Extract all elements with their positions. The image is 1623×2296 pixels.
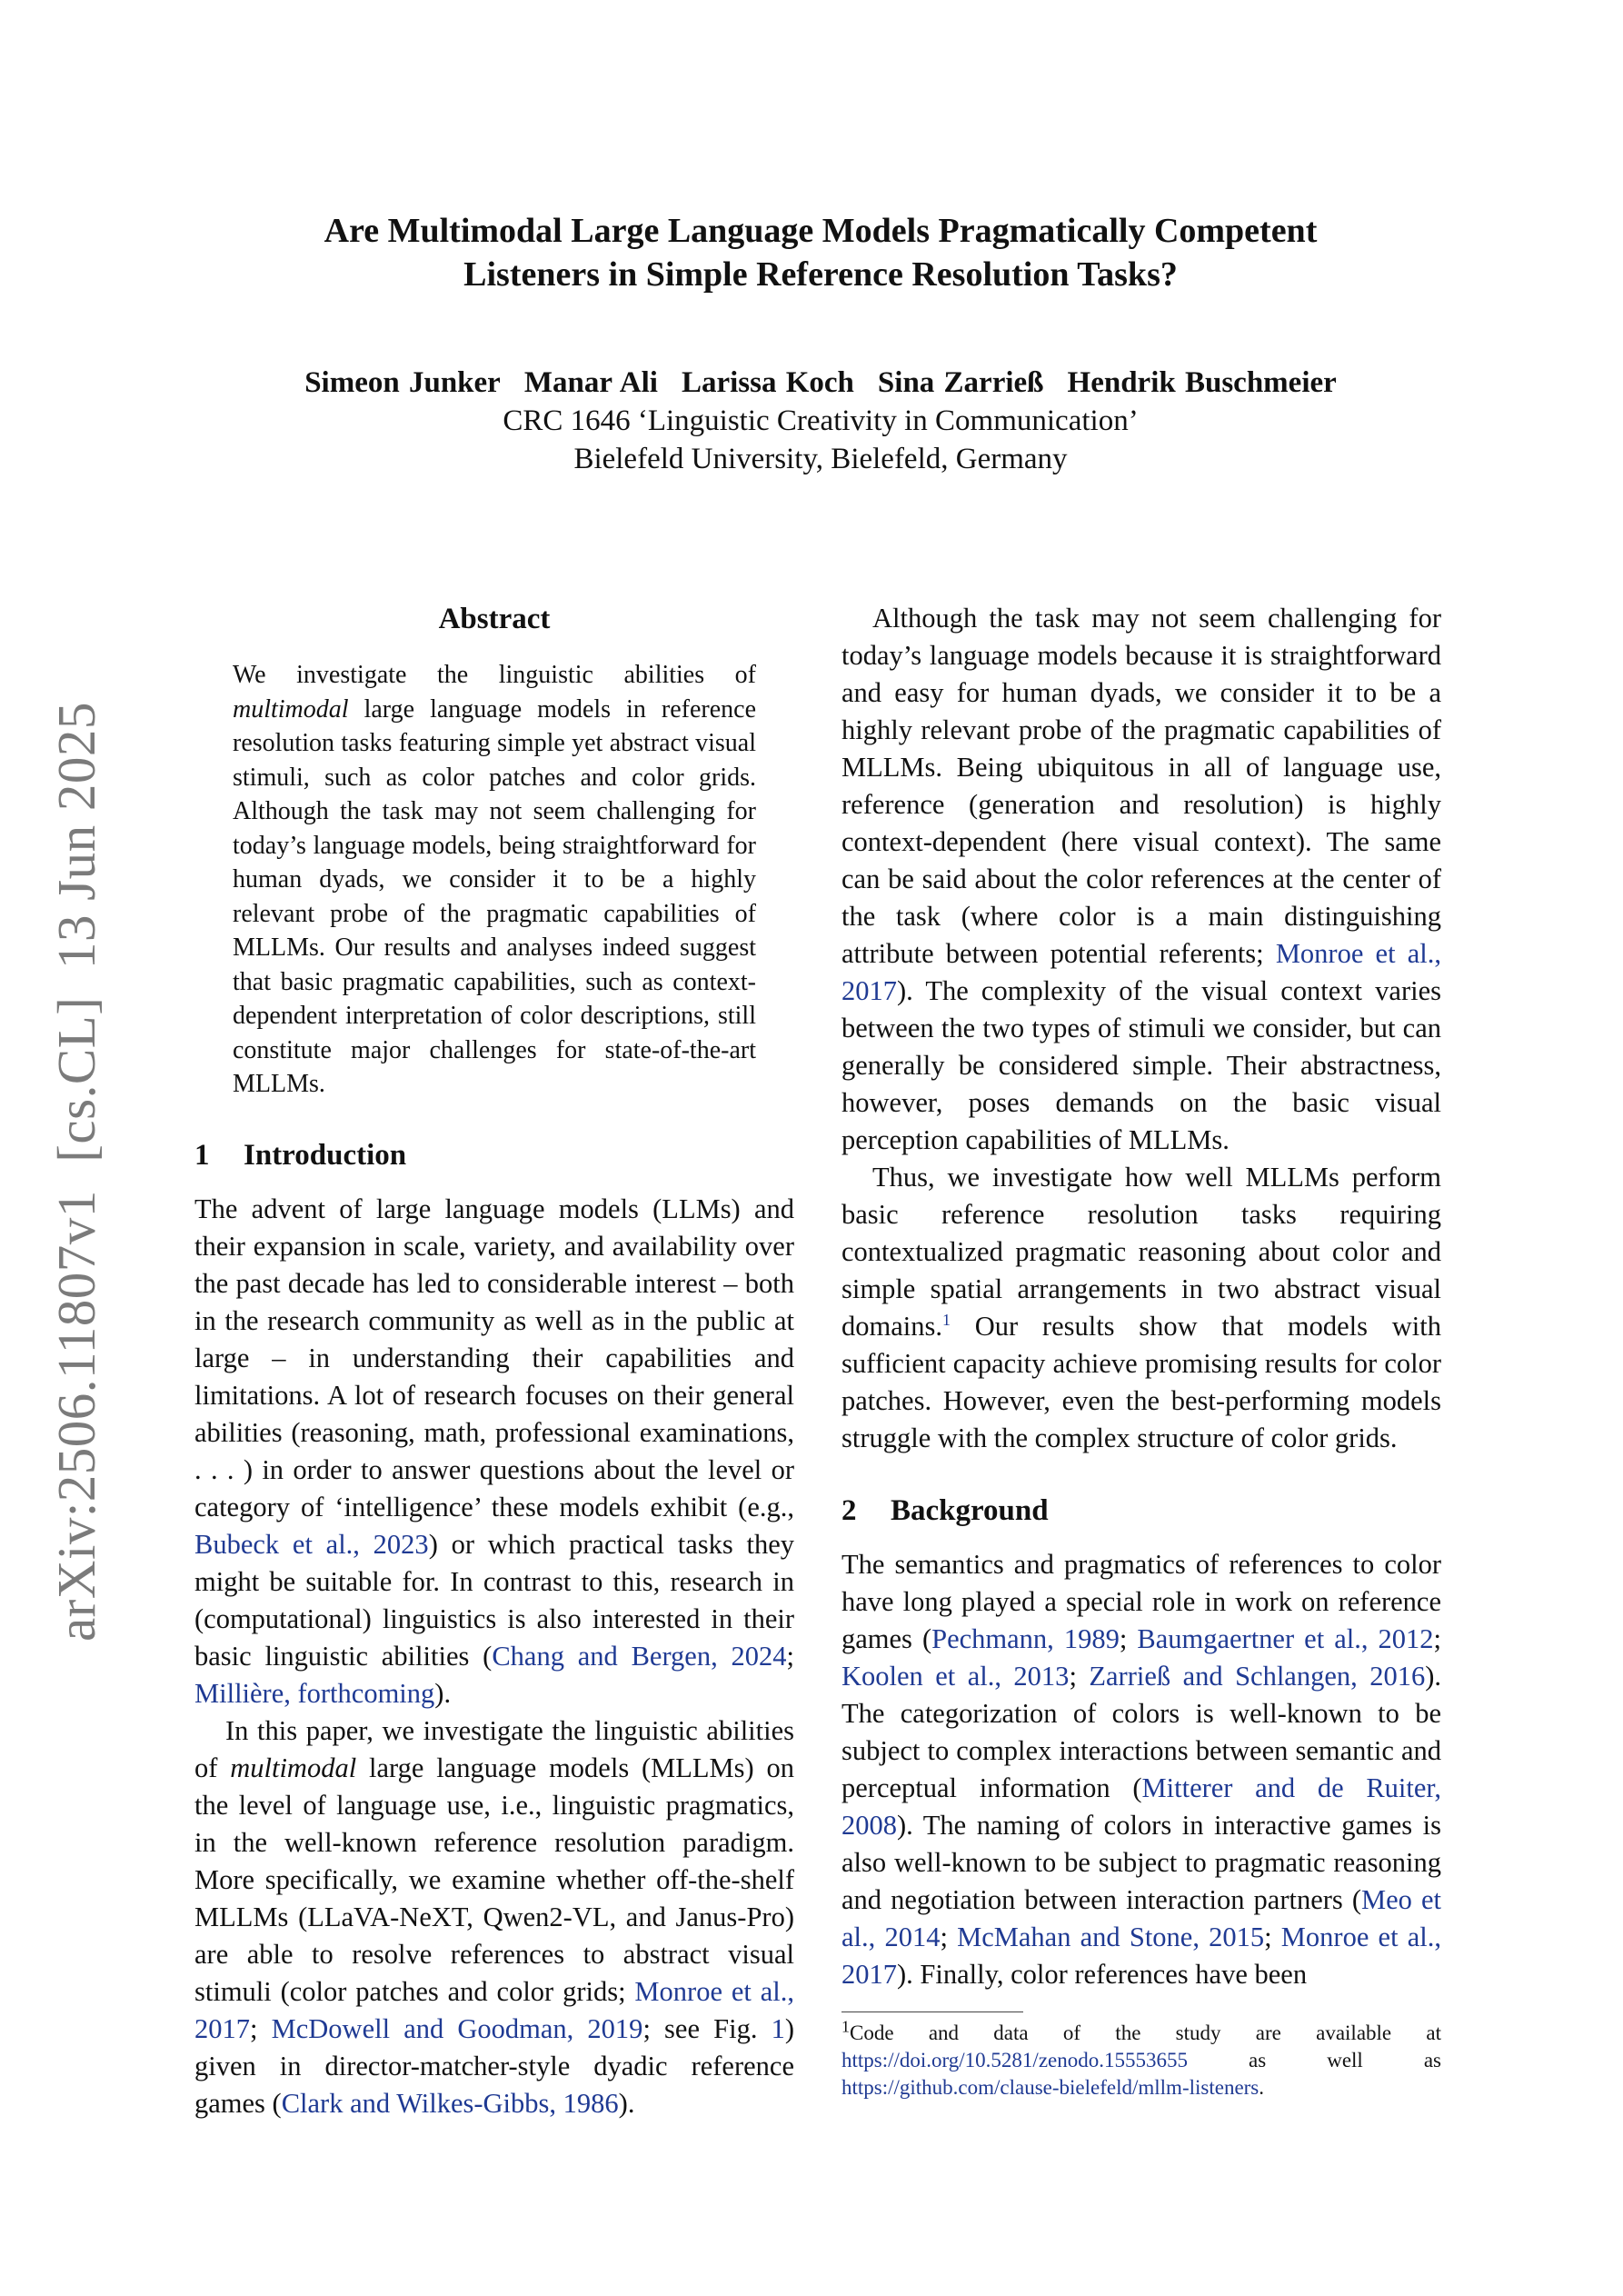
paragraph-text: Our results show that models with sufficient capacity achieve promising results for color patches. However, even the best-performing models struggle with the complex structure of color grids. [841, 1311, 1441, 1453]
paragraph-text: Although the task may not seem challenging for today’s language models because it is straightforward and easy for human dyads, we consider it to be a highly relevant probe of the pragmatic capabilities of MLLMs. Being ubiquitous in all of language use, reference (generation and resolution) is highly context-dependent (here visual context). The same can be said about the color references at the center of the task (where color is a main distinguishing attribute between potential referents; [841, 603, 1441, 969]
paper-title [164, 209, 1478, 296]
paragraph-text: ; see Fig. [642, 2012, 772, 2044]
background-paragraph [841, 1546, 1441, 1993]
citation-link[interactable]: Mitterer and de Ruiter, 2008 [841, 1772, 1441, 1841]
citation-link[interactable]: Zarrieß and Schlangen, 2016 [1089, 1661, 1426, 1692]
abstract-text-part: We investigate the linguistic abilities of [233, 661, 756, 689]
paragraph-text: ). Finally, color references have been [897, 1959, 1308, 1990]
citation-link[interactable]: Pechmann, 1989 [931, 1623, 1120, 1654]
intro-paragraph-4 [841, 1159, 1441, 1457]
author-name: Simeon Junker [304, 366, 501, 399]
paragraph-text: ). [618, 2087, 635, 2119]
section-number: 2 [841, 1494, 857, 1527]
footnote-marker[interactable]: 1 [941, 1310, 951, 1329]
citation-link[interactable]: McDowell and Goodman, 2019 [271, 2012, 643, 2044]
paragraph-text: ; [1264, 1922, 1281, 1952]
abstract-text-part: large language models in reference resolution tasks featuring simple yet abstract visual stimuli, such as color patches and color grids. Although the task may not seem challenging for today’s language models, being straightforward for human dyads, we consider it to be a highly relevant probe of the pragmatic capabilities of MLLMs. Our results and analyses indeed suggest that basic pragmatic capabilities, such as context-dependent interpretation of color descriptions, still constitute major challenges for state-of-the-art MLLMs. [233, 694, 756, 1098]
title-line-1: Are Multimodal Large Language Models Pragmatically Competent [324, 212, 1318, 250]
section-title: Introduction [244, 1138, 407, 1172]
github-link[interactable]: https://github.com/clause-bielefeld/mllm-listeners [841, 2076, 1260, 2099]
paragraph-text: large language models (MLLMs) on the level of language use, i.e., linguistic pragmatics, in the well-known reference resolution paradigm. More specifically, we examine whether off-the-shelf MLLMs (LLaVA-NeXT, Qwen2-VL, and Janus-Pro) are able to resolve references to abstract visual stimuli (color patches and color grids; [194, 1752, 794, 2007]
footnote-divider [841, 2011, 1023, 2012]
title-line-2: Listeners in Simple Reference Resolution Tasks? [463, 255, 1178, 294]
author-name: Hendrik Buschmeier [1067, 366, 1337, 399]
paragraph-text: ; [1119, 1623, 1138, 1654]
left-column [194, 600, 794, 2122]
intro-paragraph-1 [194, 1191, 794, 1712]
author-name: Sina Zarrieß [877, 366, 1044, 399]
paragraph-text: Thus, we investigate how well MLLMs perform basic reference resolution tasks requiring contextualized pragmatic reasoning about color and simple spatial arrangements in two abstract visual domains. [841, 1162, 1441, 1342]
abstract-emphasis: multimodal [233, 694, 349, 724]
section-number: 1 [194, 1138, 210, 1172]
abstract-text [233, 658, 756, 1102]
citation-link[interactable]: Bubeck et al., 2023 [194, 1528, 429, 1560]
paragraph-text: ; [786, 1640, 794, 1672]
author-name: Manar Ali [523, 366, 658, 399]
citation-link[interactable]: Baumgaertner et al., 2012 [1137, 1623, 1434, 1654]
paragraph-text: ). [434, 1677, 452, 1709]
paragraph-text: In this paper, we investigate the linguistic abilities of [194, 1714, 794, 1783]
citation-link[interactable]: Meo et al., 2014 [841, 1884, 1441, 1952]
paragraph-text: ; [940, 1922, 958, 1952]
abstract-heading: Abstract [438, 603, 551, 635]
footnote-text: Code and data of the study are available at [850, 2021, 1441, 2044]
paragraph-text: ) or which practical tasks they might be suitable for. In contrast to this, research in (computational) linguistics is also interested in their basic linguistic abilities ( [194, 1528, 794, 1672]
footnote-text: as well as [1187, 2049, 1441, 2071]
affiliation: CRC 1646 ‘Linguistic Creativity in Communication’ [503, 404, 1139, 437]
author-block [164, 364, 1478, 478]
citation-link[interactable]: Monroe et al., 2017 [194, 1975, 794, 2044]
institution: Bielefeld University, Bielefeld, Germany [573, 443, 1068, 475]
footnote-number: 1 [841, 2017, 850, 2036]
paragraph-text: ; [250, 2012, 272, 2044]
citation-link[interactable]: Monroe et al., 2017 [841, 1922, 1441, 1990]
footnote-text: . [1259, 2076, 1265, 2099]
citation-link[interactable]: McMahan and Stone, 2015 [957, 1922, 1265, 1952]
paragraph-text: ) given in director-matcher-style dyadic reference games ( [194, 2012, 794, 2119]
doi-link[interactable]: https://doi.org/10.5281/zenodo.15553655 [841, 2049, 1188, 2071]
paragraph-text: The semantics and pragmatics of references to color have long played a special role in work on reference games ( [841, 1549, 1441, 1654]
figure-link[interactable]: 1 [771, 2012, 785, 2044]
citation-link[interactable]: Monroe et al., 2017 [841, 938, 1441, 1006]
paragraph-text: ). The categorization of colors is well-known to be subject to complex interactions between semantic and perceptual information ( [841, 1661, 1441, 1803]
footnote [841, 2017, 1441, 2101]
paragraph-text: ). The naming of colors in interactive games is also well-known to be subject to pragmatic reasoning and negotiation between interaction partners ( [841, 1810, 1441, 1915]
right-column [841, 600, 1441, 2101]
citation-link[interactable]: Millière, forthcoming [194, 1677, 435, 1709]
citation-link[interactable]: Clark and Wilkes-Gibbs, 1986 [281, 2087, 619, 2119]
paragraph-text: ). The complexity of the visual context varies between the two types of stimuli we consider, but can generally be considered simple. Their abstractness, however, poses demands on the basic visual perception capabilities of MLLMs. [841, 975, 1441, 1155]
section-title: Background [891, 1494, 1049, 1527]
section-heading-background [841, 1492, 1441, 1530]
intro-paragraph-2 [194, 1712, 794, 2122]
author-name: Larissa Koch [681, 366, 854, 399]
intro-paragraph-3 [841, 600, 1441, 1159]
citation-link[interactable]: Chang and Bergen, 2024 [492, 1640, 787, 1672]
section-heading-introduction [194, 1136, 794, 1174]
emphasis-text: multimodal [230, 1752, 357, 1783]
paragraph-text: ; [1433, 1623, 1441, 1654]
citation-link[interactable]: Koolen et al., 2013 [841, 1661, 1070, 1692]
paragraph-text: ; [1069, 1661, 1090, 1692]
paragraph-text: The advent of large language models (LLMs) and their expansion in scale, variety, and availability over the past decade has led to considerable interest – both in the research community as well as in the public at large – in understanding their capabilities and limitations. A lot of research focuses on their general abilities (reasoning, math, professional examinations, . . . ) in order to answer questions about the level or category of ‘intelligence’ these models exhibit (e.g., [194, 1193, 794, 1522]
author-names [164, 364, 1478, 402]
arxiv-identifier: arXiv:2506.11807v1 [cs.CL] 13 Jun 2025 [46, 702, 106, 1642]
